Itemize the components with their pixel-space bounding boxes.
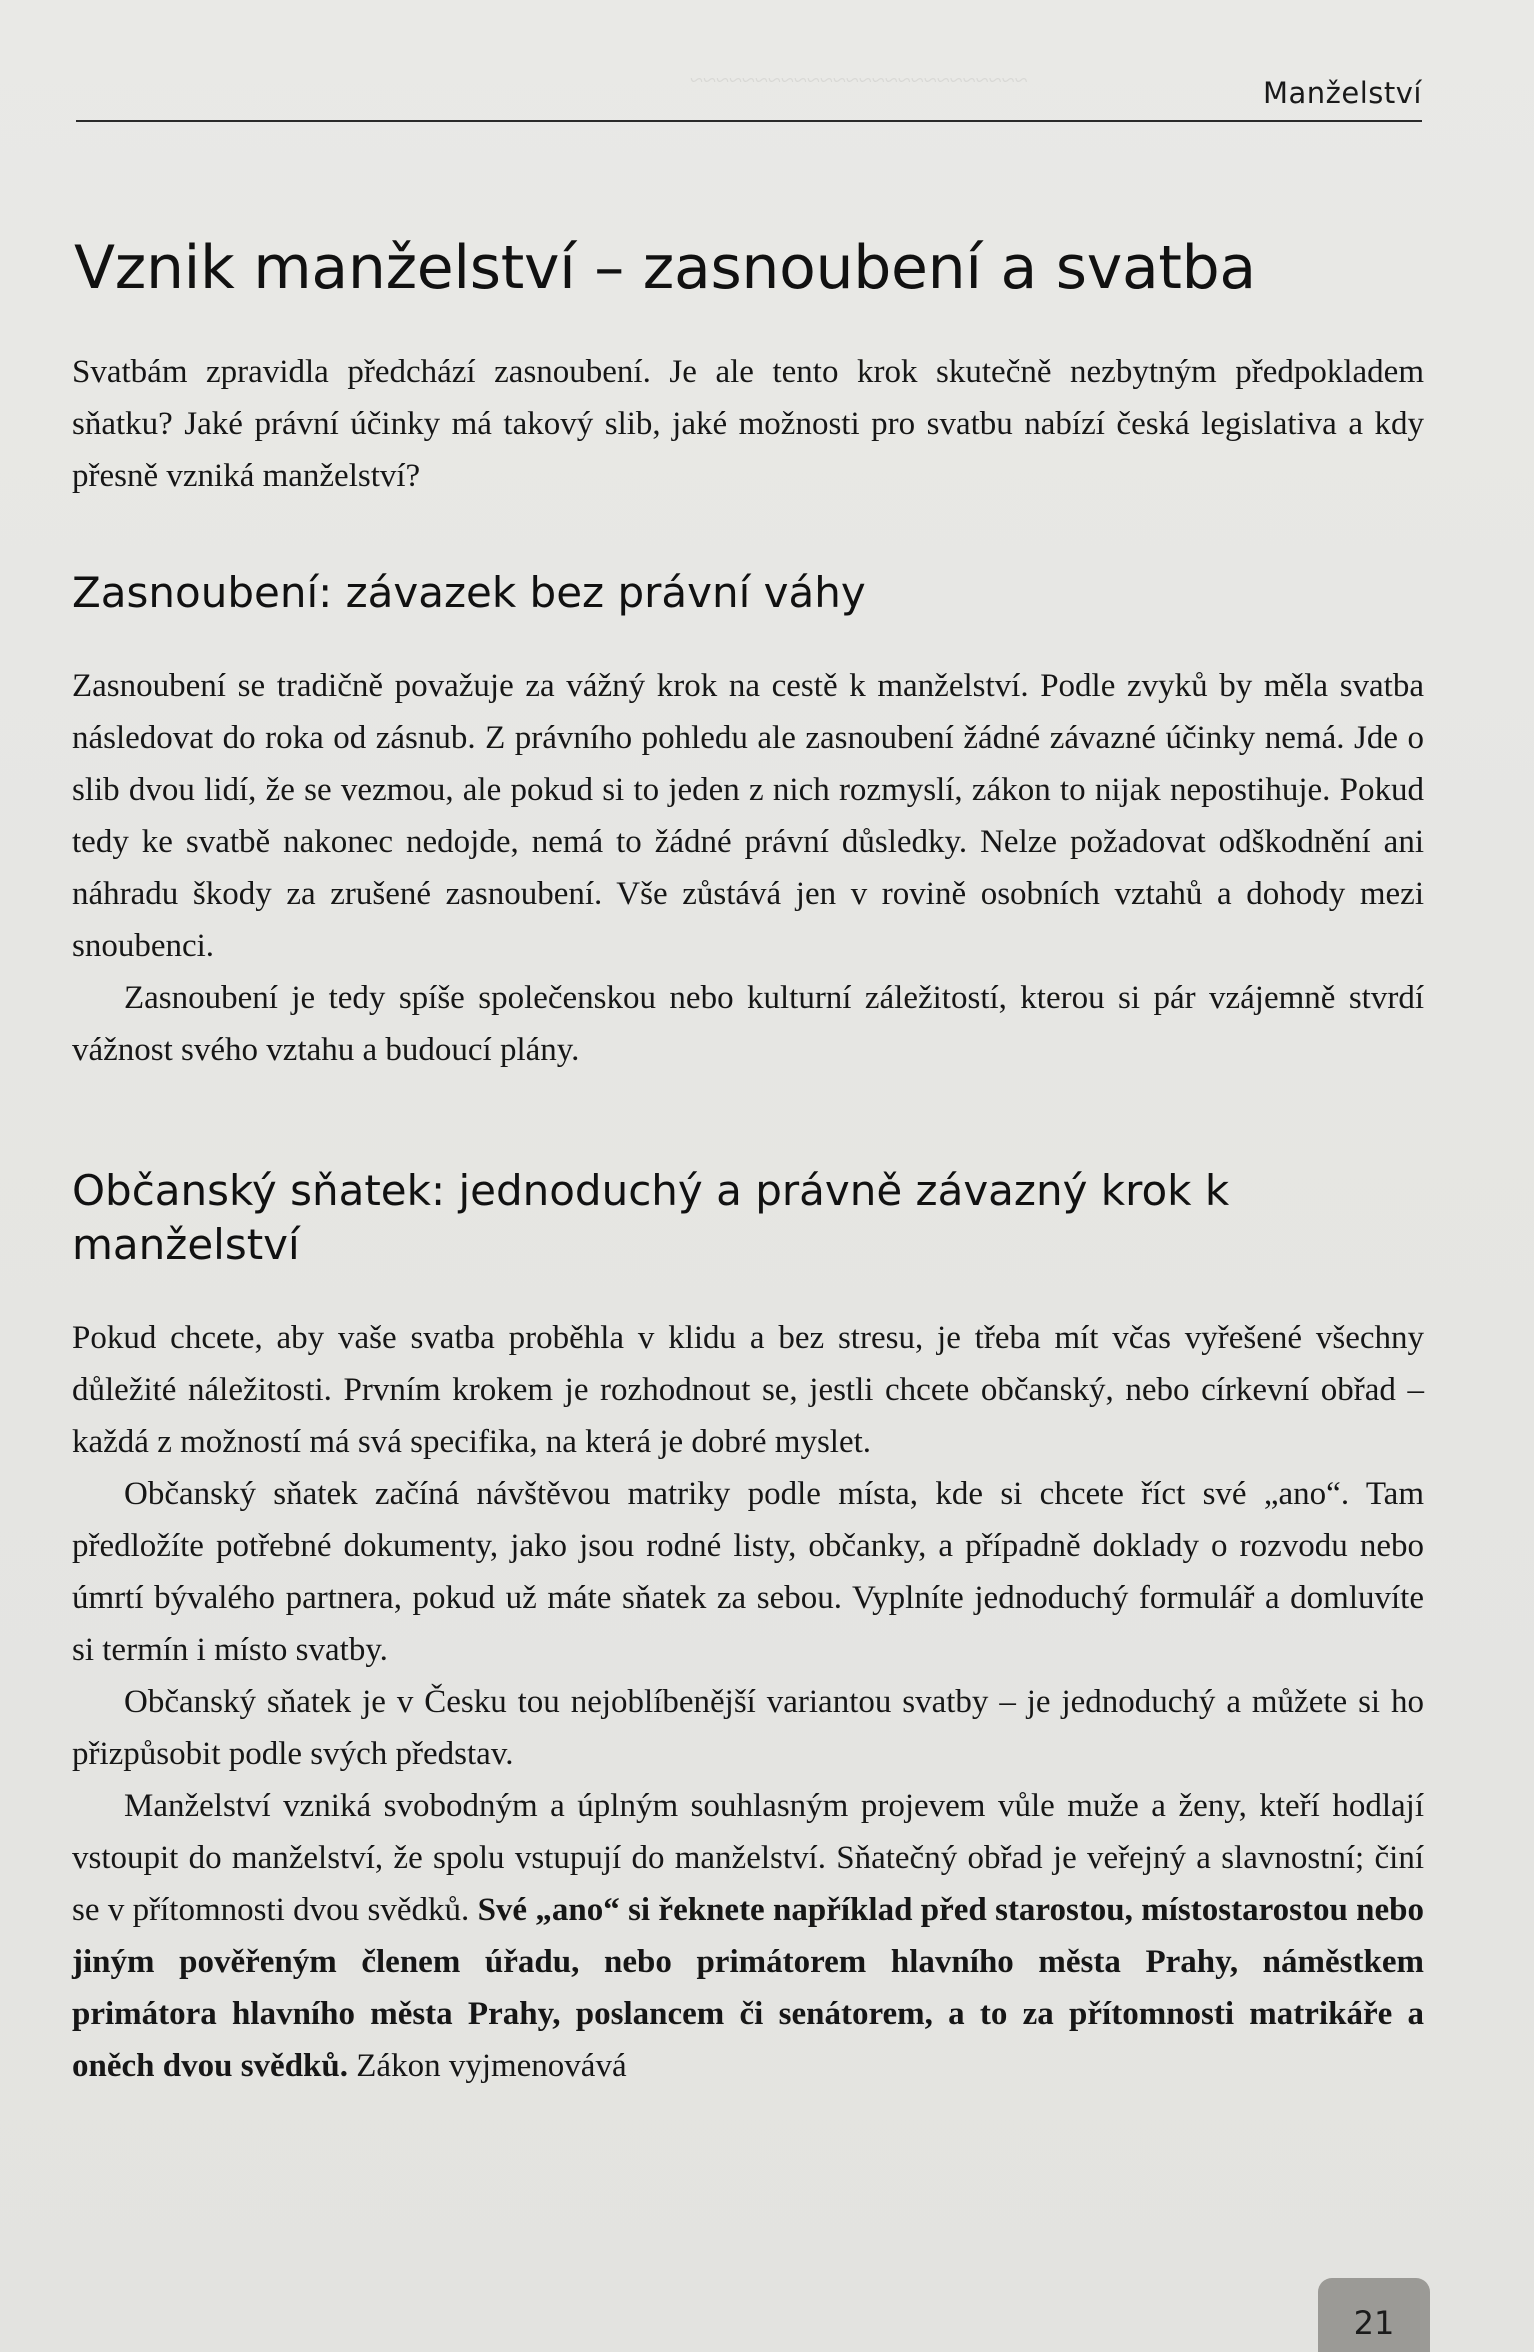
civil-paragraph-4-end: Zákon vyjmenovává: [348, 2048, 627, 2084]
section-spacer: [72, 1076, 1424, 1164]
page-number-tab: [1318, 2278, 1430, 2352]
civil-paragraph-4: [72, 1780, 1424, 2092]
section-heading-engagement: Zasnoubení: závazek bez právní váhy: [72, 568, 866, 617]
engagement-paragraph-1: Zasnoubení se tradičně považuje za vážný krok na cestě k manželství. Podle zvyků by měla svatba následovat do roka od zásnub. Z právního pohledu ale zasnoubení žádné závazné účinky nemá. Jde o slib dvou lidí, že se vezmou, ale pokud si to jeden z nich rozmyslí, zákon to nijak nepostihuje. Pokud tedy ke svatbě nakonec nedojde, nemá to žádné právní důsledky. Nelze požadovat odškodnění ani náhradu škody za zrušené zasnoubení. Vše zůstává jen v rovině osobních vztahů a dohody mezi snoubenci.: [72, 668, 1424, 964]
civil-paragraph-1: Pokud chcete, aby vaše svatba proběhla v klidu a bez stresu, je třeba mít včas vyřešené všechny důležité náležitosti. Prvním krokem je rozhodnout se, jestli chcete občanský, nebo církevní obřad – každá z možností má svá specifika, na která je dobré myslet.: [72, 1320, 1424, 1460]
section-spacer: [72, 502, 1424, 566]
civil-paragraph-4-start: Manželství vzniká svobodným a úplným souhlasným projevem vůle muže a ženy, kteří hodlají vstoupit do manželství, že spolu vstupují do manželství. Sňatečný obřad je veřejný a slavnostní; činí se v přítomnosti dvou svědků.: [72, 1788, 1424, 1928]
header-rule: [76, 120, 1422, 122]
intro-paragraph: Svatbám zpravidla předchází zasnoubení. Je ale tento krok skutečně nezbytným předpokladem sňatku? Jaké právní účinky má takový slib, jaké možnosti pro svatbu nabízí česká legislativa a kdy přesně vzniká manželství?: [72, 354, 1424, 494]
civil-paragraph-4-bold: Své „ano“ si řeknete například před starostou, místostarostou nebo jiným pověřeným členem úřadu, nebo primátorem hlavního města Prahy, náměstkem primátora hlavního města Prahy, poslancem či senátorem, a to za přítomnosti matrikáře a oněch dvou svědků.: [72, 1892, 1424, 2084]
civil-paragraph-3: Občanský sňatek je v Česku tou nejoblíbenější variantou svatby – je jednoduchý a můžete si ho přizpůsobit podle svých představ.: [72, 1684, 1424, 1772]
running-head: Manželství: [1263, 76, 1422, 110]
page-content: [72, 230, 1424, 2092]
section-heading-civil-marriage: Občanský sňatek: jednoduchý a právně závazný krok k manželství: [72, 1166, 1230, 1269]
engagement-paragraph-2: Zasnoubení je tedy spíše společenskou nebo kulturní záležitostí, kterou si pár vzájemně stvrdí vážnost svého vztahu a budoucí plány.: [72, 980, 1424, 1068]
page-number: 21: [1353, 2304, 1395, 2342]
chapter-title: Vznik manželství – zasnoubení a svatba: [74, 233, 1256, 303]
bleed-through-text: ~~~~~~~~~~~~~~~~~~~~~~~~~~: [690, 68, 1028, 94]
civil-paragraph-2: Občanský sňatek začíná návštěvou matriky podle místa, kde si chcete říct své „ano“. Tam předložíte potřebné dokumenty, jako jsou rodné listy, občanky, a případně doklady o rozvodu nebo úmrtí bývalého partnera, pokud už máte sňatek za sebou. Vyplníte jednoduchý formulář a domluvíte si termín i místo svatby.: [72, 1476, 1424, 1668]
